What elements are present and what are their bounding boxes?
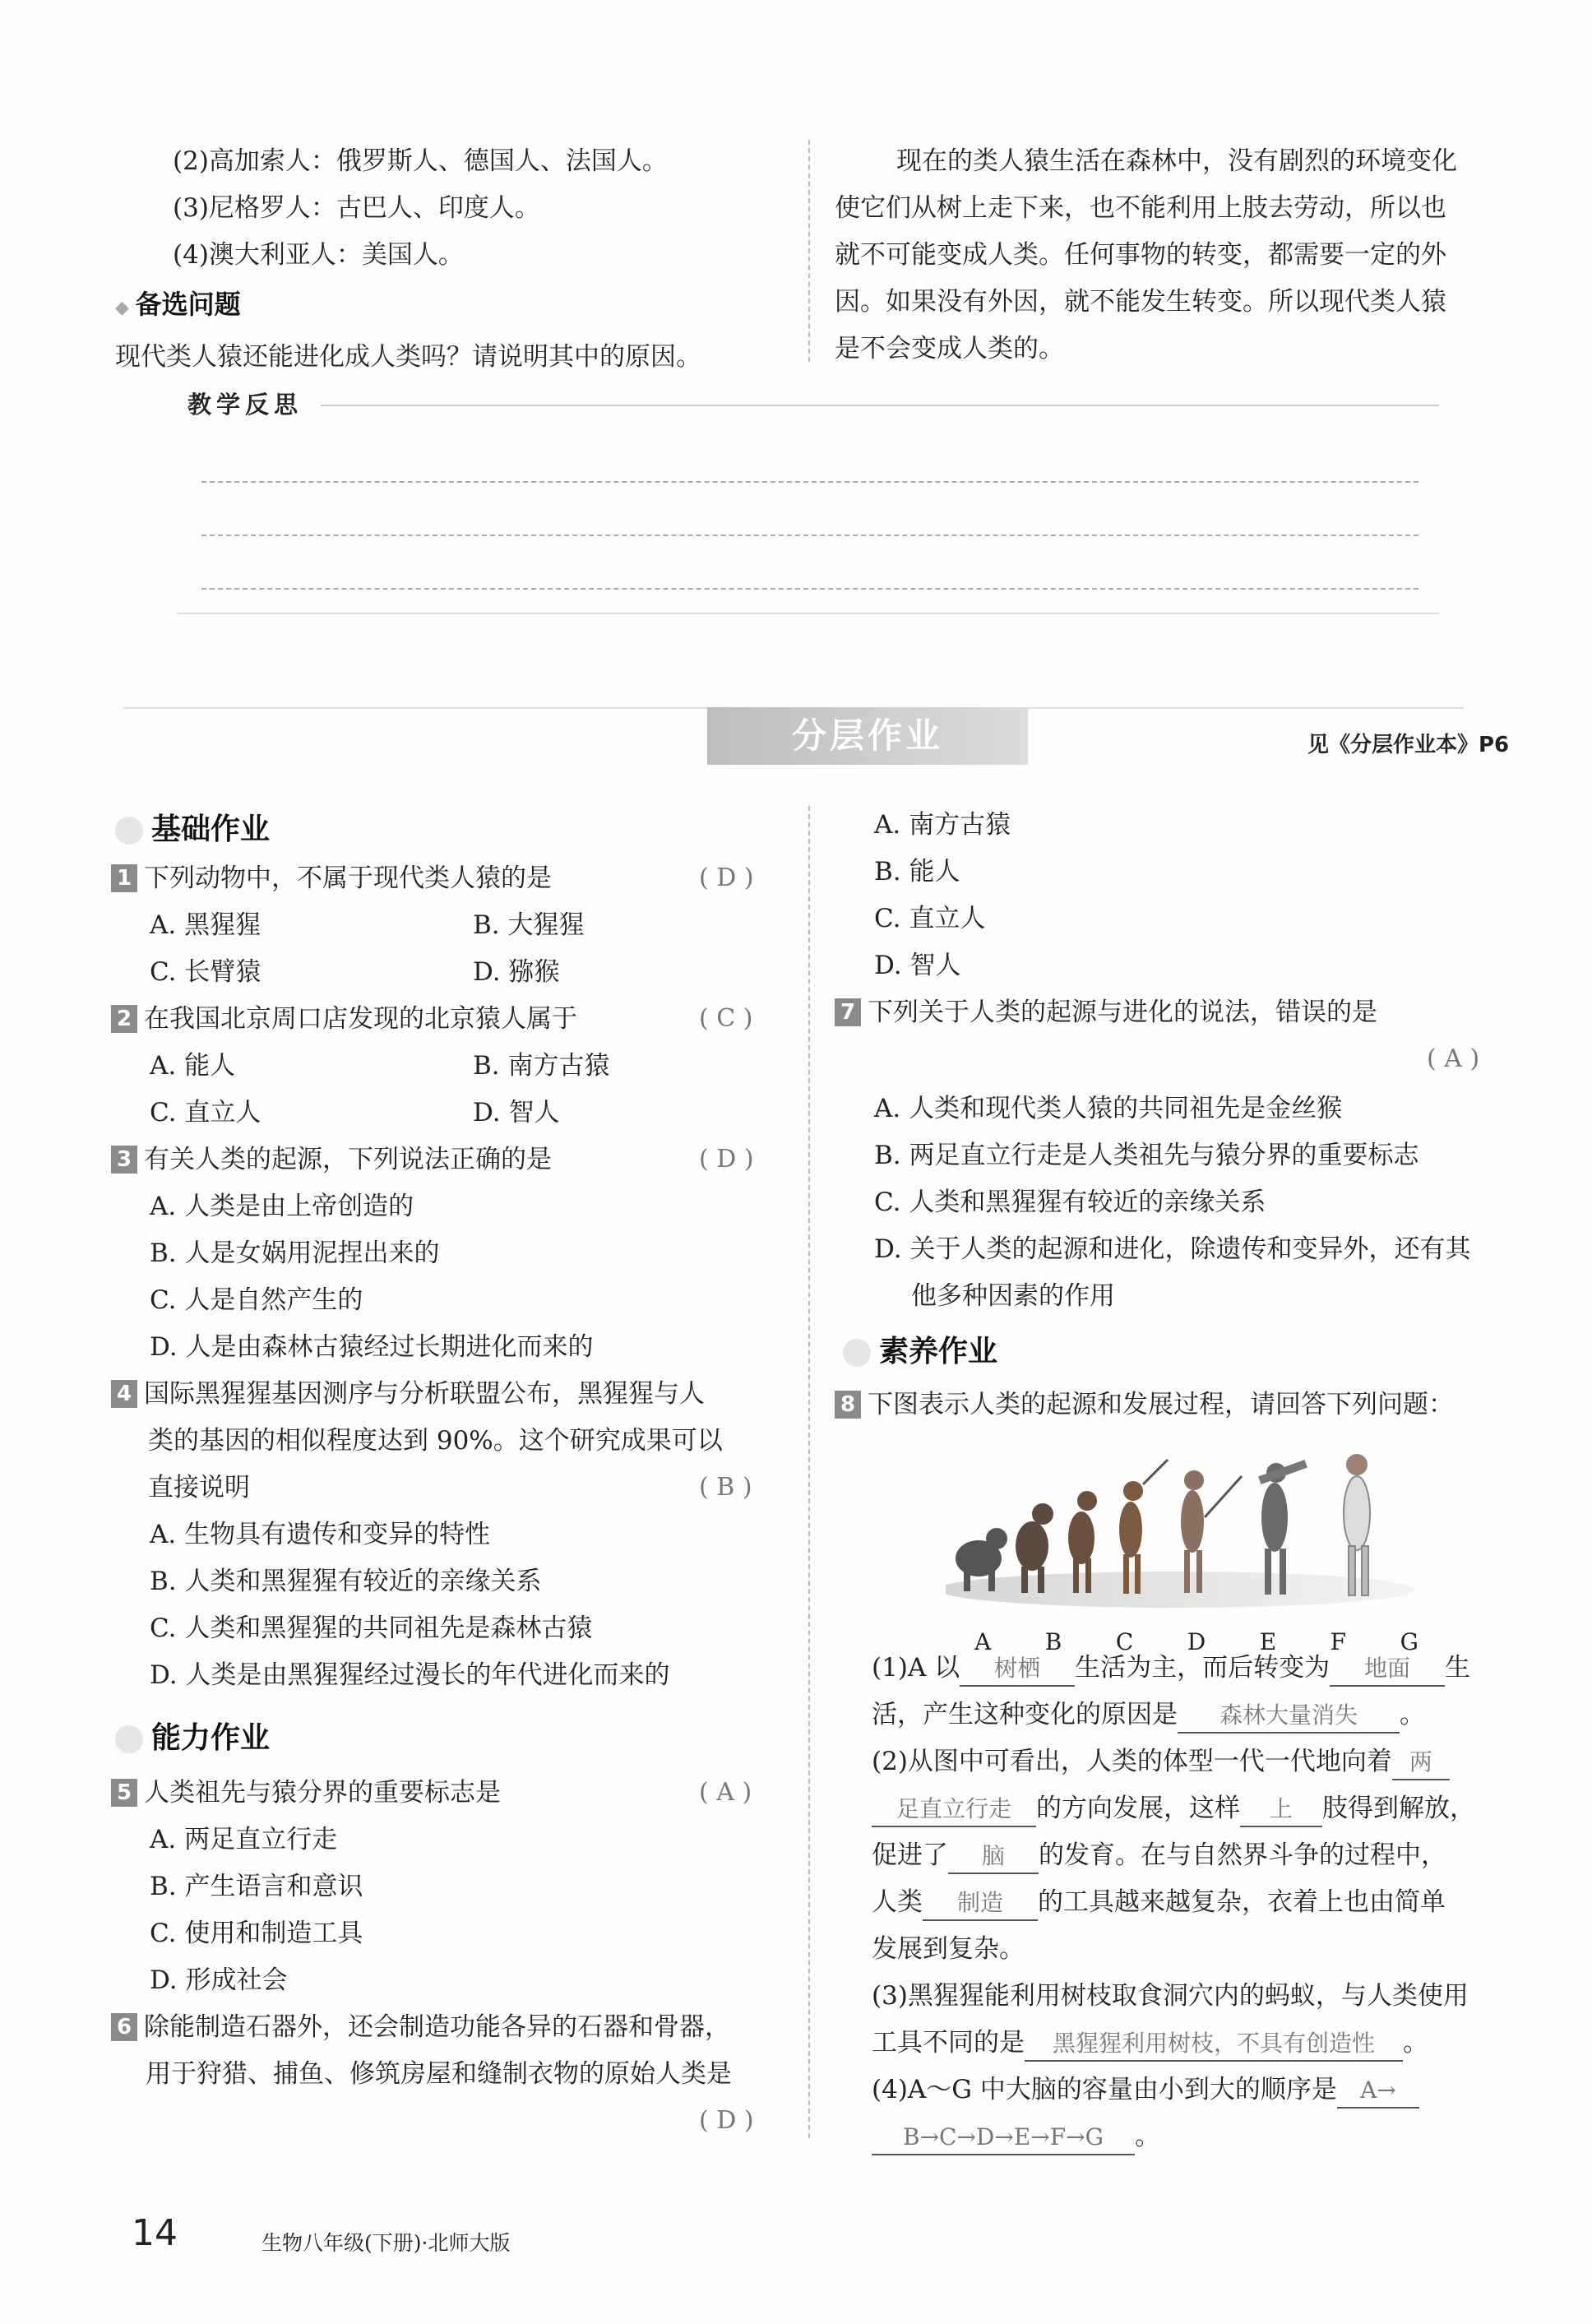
- q7-stem: 7 下列关于人类的起源与进化的说法，错误的是: [835, 989, 1377, 1035]
- figure-g-human-silhouette: [1344, 1455, 1370, 1595]
- q1-option-d: D. 猕猴: [473, 957, 560, 987]
- q8-blank-2: 地面: [1330, 1652, 1445, 1687]
- reflection-line-2: [201, 535, 1418, 536]
- top-right-line-4: 因。如果没有外因，就不能发生转变。所以现代类人猿: [835, 287, 1446, 317]
- q1-option-c: C. 长臂猿: [150, 957, 261, 987]
- section-deco-icon: [843, 1339, 871, 1367]
- q8-part1-line2: 活，产生这种变化的原因是 森林大量消失 。: [872, 1692, 1425, 1738]
- q5-option-a: A. 两足直立行走: [150, 1825, 338, 1854]
- q6-stem-2: 用于狩猎、捕鱼、修筑房屋和缝制衣物的原始人类是: [146, 2059, 732, 2089]
- q8-stem: 8 下图表示人类的起源和发展过程，请回答下列问题：: [835, 1382, 1454, 1428]
- q3-stem: 3 有关人类的起源，下列说法正确的是: [111, 1137, 552, 1183]
- figure-label-e: E: [1259, 1628, 1277, 1655]
- q8-blank-9a: A→: [1337, 2074, 1419, 2109]
- q7-option-d-cont: 他多种因素的作用: [911, 1281, 1115, 1311]
- q3-option-d: D. 人是由森林古猿经过长期进化而来的: [150, 1332, 594, 1362]
- q4-option-a: A. 生物具有遗传和变异的特性: [150, 1520, 491, 1549]
- q6-option-a: A. 南方古猿: [874, 810, 1011, 840]
- figure-label-d: D: [1187, 1628, 1206, 1655]
- q2-option-a: A. 能人: [150, 1051, 236, 1081]
- top-column-divider: [808, 140, 810, 362]
- q8-blank-8: 黑猩猩利用树枝，不具有创造性: [1025, 2027, 1403, 2062]
- q6-stem-1: 6 除能制造石器外，还会制造功能各异的石器和骨器，: [111, 2004, 730, 2050]
- reflection-rule-top: [321, 405, 1439, 406]
- alt-question-text: 现代类人猿还能进化成人类吗？请说明其中的原因。: [115, 342, 701, 372]
- q6-answer: ( D ): [699, 2106, 754, 2135]
- q5-stem: 5 人类祖先与猿分界的重要标志是: [111, 1770, 501, 1816]
- q8-blank-4b: 足直立行走: [872, 1793, 1036, 1827]
- q8-part2-line5: 发展到复杂。: [872, 1934, 1025, 1964]
- q2-answer: ( C ): [699, 1004, 753, 1033]
- q7-option-a: A. 人类和现代类人猿的共同祖先是金丝猴: [874, 1094, 1343, 1123]
- section-deco-icon: [115, 817, 143, 845]
- reflection-rule-bottom: [177, 613, 1439, 614]
- section-deco-icon: [115, 1725, 143, 1753]
- q3-option-b: B. 人是女娲用泥捏出来的: [150, 1238, 440, 1268]
- q8-part2-line1: (2)从图中可看出，人类的体型一代一代地向着 两: [872, 1738, 1450, 1785]
- q3-option-c: C. 人是自然产生的: [150, 1285, 363, 1315]
- q6-option-b: B. 能人: [874, 857, 960, 887]
- q4-stem-1: 4 国际黑猩猩基因测序与分析联盟公布，黑猩猩与人: [111, 1371, 705, 1417]
- q8-part2-line2: 足直立行走 的方向发展，这样 上 肢得到解放，: [872, 1785, 1475, 1831]
- page-number: 14: [132, 2212, 178, 2254]
- basic-homework-title: 基础作业: [115, 806, 270, 848]
- q8-part1-line1: (1)A 以 树栖 生活为主，而后转变为 地面 生: [872, 1645, 1470, 1691]
- q8-blank-9b: B→C→D→E→F→G: [872, 2121, 1135, 2155]
- q5-option-c: C. 使用和制造工具: [150, 1919, 363, 1948]
- q4-option-c: C. 人类和黑猩猩的共同祖先是森林古猿: [150, 1613, 593, 1643]
- q5-answer: ( A ): [699, 1778, 752, 1807]
- q6-option-d: D. 智人: [874, 951, 961, 980]
- q5-option-d: D. 形成社会: [150, 1965, 288, 1995]
- figure-label-f: F: [1330, 1628, 1347, 1655]
- top-right-line-5: 是不会变成人类的。: [835, 334, 1064, 363]
- reflection-line-3: [201, 588, 1418, 590]
- figure-label-b: B: [1044, 1628, 1062, 1655]
- top-right-line-1: 现在的类人猿生活在森林中，没有剧烈的环境变化: [896, 146, 1457, 176]
- q8-part2-line3: 促进了 脑 的发育。在与自然界斗争的过程中，: [872, 1832, 1446, 1878]
- q4-option-b: B. 人类和黑猩猩有较近的亲缘关系: [150, 1567, 542, 1596]
- book-title: 生物八年级(下册)·北师大版: [261, 2231, 511, 2255]
- q7-answer: ( A ): [1427, 1044, 1480, 1073]
- q8-part4-line1: (4)A～G 中大脑的容量由小到大的顺序是 A→: [872, 2067, 1419, 2113]
- homework-book-ref: 见《分层作业本》P6: [1307, 733, 1510, 757]
- q8-blank-3: 森林大量消失: [1178, 1699, 1400, 1734]
- q2-option-c: C. 直立人: [150, 1098, 261, 1127]
- diamond-icon: ◆: [115, 298, 136, 318]
- q2-stem: 2 在我国北京周口店发现的北京猿人属于: [111, 996, 577, 1042]
- top-right-line-2: 使它们从树上走下来，也不能利用上肢去劳动，所以也: [835, 193, 1446, 223]
- q6-option-c: C. 直立人: [874, 904, 986, 933]
- top-left-line-3: (4)澳大利亚人：美国人。: [173, 240, 464, 270]
- q7-option-b: B. 两足直立行走是人类祖先与猿分界的重要标志: [874, 1141, 1419, 1170]
- q3-answer: ( D ): [699, 1145, 754, 1174]
- alt-question-title: ◆ 备选问题: [115, 289, 241, 320]
- human-evolution-figure: [946, 1435, 1455, 1632]
- q8-blank-1: 树栖: [960, 1652, 1075, 1687]
- q1-option-a: A. 黑猩猩: [150, 910, 261, 940]
- reflection-title: 教学反思: [187, 391, 303, 419]
- q2-option-d: D. 智人: [473, 1098, 560, 1127]
- figure-label-c: C: [1115, 1628, 1134, 1655]
- top-left-line-1: (2)高加索人：俄罗斯人、德国人、法国人。: [173, 146, 668, 176]
- q8-blank-7: 制造: [923, 1887, 1038, 1921]
- main-column-divider: [808, 806, 810, 2138]
- q7-option-c: C. 人类和黑猩猩有较近的亲缘关系: [874, 1187, 1266, 1217]
- q1-stem: 1 下列动物中，不属于现代类人猿的是: [111, 855, 552, 901]
- q7-option-d: D. 关于人类的起源和进化，除遗传和变异外，还有其: [874, 1234, 1471, 1264]
- q3-option-a: A. 人类是由上帝创造的: [150, 1192, 414, 1221]
- top-left-line-2: (3)尼格罗人：古巴人、印度人。: [173, 193, 540, 223]
- reflection-line-1: [201, 481, 1418, 483]
- q2-option-b: B. 南方古猿: [473, 1051, 610, 1081]
- q8-part3-line2: 工具不同的是 黑猩猩利用树枝，不具有创造性 。: [872, 2020, 1428, 2066]
- quality-homework-title: 素养作业: [843, 1328, 997, 1370]
- layered-homework-banner: 分层作业: [707, 707, 1028, 765]
- top-right-line-3: 就不可能变成人类。任何事物的转变，都需要一定的外: [835, 240, 1446, 270]
- q8-part4-line2: B→C→D→E→F→G 。: [872, 2113, 1160, 2160]
- q1-option-b: B. 大猩猩: [473, 910, 585, 940]
- q4-stem-2: 类的基因的相似程度达到 90%。这个研究成果可以: [148, 1426, 723, 1456]
- q4-option-d: D. 人类是由黑猩猩经过漫长的年代进化而来的: [150, 1660, 670, 1690]
- q8-blank-5: 上: [1240, 1793, 1322, 1827]
- q8-blank-6: 脑: [948, 1840, 1039, 1874]
- q8-part2-line4: 人类 制造 的工具越来越复杂，衣着上也由简单: [872, 1879, 1446, 1925]
- q8-part3-line1: (3)黑猩猩能利用树枝取食洞穴内的蚂蚁，与人类使用: [872, 1981, 1469, 2011]
- ability-homework-title: 能力作业: [115, 1715, 270, 1757]
- q1-answer: ( D ): [699, 863, 754, 892]
- q5-option-b: B. 产生语言和意识: [150, 1872, 363, 1901]
- figure-label-g: G: [1400, 1628, 1418, 1655]
- figure-label-a: A: [974, 1628, 992, 1655]
- q4-answer: ( B ): [699, 1473, 752, 1502]
- q4-stem-3: 直接说明: [148, 1473, 250, 1502]
- q8-blank-4a: 两: [1392, 1746, 1450, 1780]
